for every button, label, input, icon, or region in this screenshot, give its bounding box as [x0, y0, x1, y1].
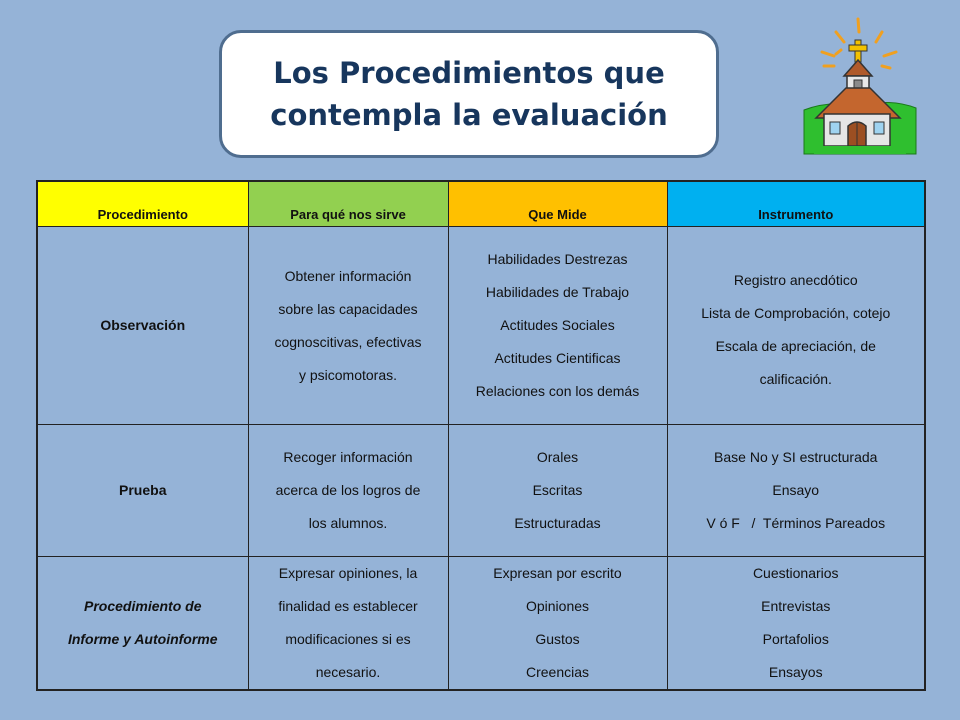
cell-instrumento — [667, 227, 925, 425]
cell-line: Orales — [536, 449, 579, 465]
cell-line: Registro anecdótico — [733, 271, 858, 288]
cell-line: Obtener información — [284, 267, 412, 284]
cell-para-que — [248, 425, 448, 557]
column-header-instrumento: Instrumento — [667, 181, 925, 227]
table-header-row — [37, 181, 925, 227]
cell-line: necesario. — [315, 664, 381, 680]
cell-line: Escala de apreciación, de — [715, 337, 876, 354]
cell-que-mide — [448, 227, 667, 425]
cell-para-que — [248, 557, 448, 691]
cell-line: Estructuradas — [514, 515, 601, 531]
cell-line: acerca de los logros de — [275, 482, 421, 498]
cell-line: Lista de Comprobación, cotejo — [701, 304, 891, 321]
cell-line: Prueba — [119, 482, 167, 498]
cell-que-mide — [448, 425, 667, 557]
cell-line: Cuestionarios — [752, 565, 839, 581]
cell-line: Actitudes Cientificas — [494, 350, 621, 366]
cell-line: Ensayo — [772, 482, 820, 498]
table-row — [37, 227, 925, 425]
cell-procedimiento — [37, 425, 248, 557]
cell-line: y psicomotoras. — [298, 366, 398, 383]
cell-line: cognoscitivas, efectivas — [274, 333, 422, 350]
cell-line: Base No y SI estructurada — [714, 449, 878, 465]
cell-line: Opiniones — [525, 598, 590, 614]
cell-line: Habilidades de Trabajo — [485, 284, 630, 300]
cell-instrumento — [667, 425, 925, 557]
cell-line: Recoger información — [283, 449, 413, 465]
cell-line: finalidad es establecer — [278, 598, 418, 614]
title-box — [219, 30, 719, 158]
cell-line: Entrevistas — [761, 598, 831, 614]
column-header-que-mide: Que Mide — [448, 181, 667, 227]
cell-line: Habilidades Destrezas — [487, 251, 628, 267]
cell-line: Relaciones con los demás — [475, 383, 640, 399]
procedures-table — [36, 180, 926, 691]
cell-line: Expresar opiniones, la — [278, 565, 418, 581]
cell-line: modificaciones si es — [285, 631, 411, 647]
cell-line: los alumnos. — [308, 515, 388, 531]
cell-line: sobre las capacidades — [278, 300, 418, 317]
cell-line: Observación — [100, 317, 186, 333]
column-header-procedimiento: Procedimiento — [37, 181, 248, 227]
page-title-line-2: contempla la evaluación — [270, 98, 668, 132]
cell-line: Escritas — [532, 482, 583, 498]
page-title-line-1: Los Procedimientos que — [273, 56, 665, 90]
column-header-para-que: Para qué nos sirve — [248, 181, 448, 227]
cell-line: V ó F / Términos Pareados — [706, 515, 886, 531]
cell-line: Actitudes Sociales — [500, 317, 615, 333]
cell-procedimiento — [37, 227, 248, 425]
cell-line: Portafolios — [762, 631, 829, 647]
cell-line: Gustos — [535, 631, 580, 647]
table-row — [37, 425, 925, 557]
cell-line: Creencias — [525, 664, 590, 680]
cell-line: calificación. — [759, 370, 832, 387]
cell-procedimiento — [37, 557, 248, 691]
cell-que-mide — [448, 557, 667, 691]
cell-line: Procedimiento de — [84, 598, 202, 614]
cell-line: Ensayos — [768, 664, 823, 680]
cell-line: Informe y Autoinforme — [67, 631, 218, 647]
chapel-illustration-icon — [800, 14, 920, 156]
cell-line: Expresan por escrito — [493, 565, 622, 581]
cell-para-que — [248, 227, 448, 425]
cell-instrumento — [667, 557, 925, 691]
table-row — [37, 557, 925, 691]
